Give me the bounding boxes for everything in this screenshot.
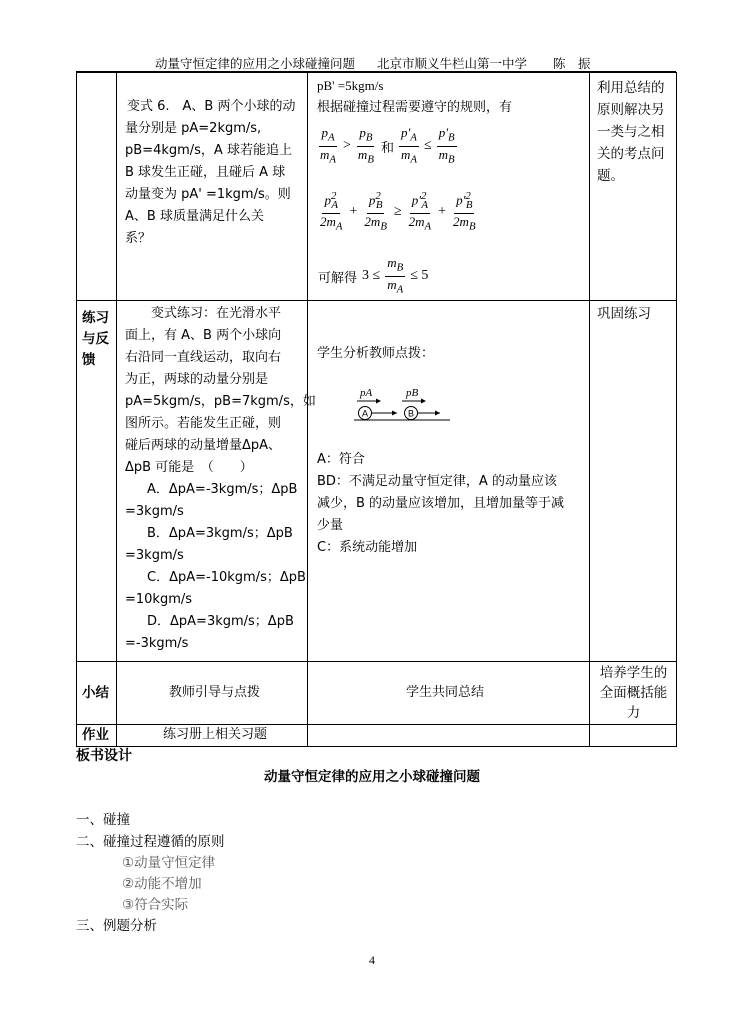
- problem-line: 量分别是 pA=2kgm/s,: [125, 121, 262, 136]
- label-pa: pA: [360, 387, 373, 399]
- principle-item: ②动能不增加: [122, 876, 202, 892]
- stage-label: 作业: [82, 727, 109, 743]
- principle-item: ①动量守恒定律: [122, 855, 216, 871]
- stage-label: 与反: [82, 331, 109, 347]
- fraction: $\frac{p'^2_B}{2m_B}$: [453, 190, 476, 233]
- board-heading: 板书设计: [76, 748, 132, 764]
- rule-statement: 根据碰撞过程需要遵守的规则，有: [317, 100, 513, 115]
- collision-diagram: [352, 387, 452, 427]
- problem-line: 系？: [125, 231, 152, 246]
- problem-line: 变式练习：在光滑水平: [151, 306, 282, 321]
- arrow-b-icon: [421, 399, 426, 404]
- option-c-cont: =10kgm/s: [125, 592, 193, 607]
- teacher-activity: 教师引导与点拨: [169, 685, 261, 700]
- problem-line: 动量变为 pA' =1kgm/s。则: [125, 187, 291, 202]
- problem-line: 碰后两球的动量增量ΔpA、: [125, 438, 282, 453]
- fraction: $\frac{p^2_B}{2m_B}$: [364, 190, 387, 233]
- fraction: $\frac{p'_A}{m_A}$: [400, 125, 417, 166]
- stage-cell: [77, 662, 117, 725]
- principle-item: ③符合实际: [122, 897, 189, 913]
- empty-cell: [590, 725, 677, 747]
- table-row: [77, 73, 677, 301]
- board-item: 三、例题分析: [76, 918, 157, 934]
- problem-line: ΔpB 可能是 （ ）: [125, 460, 253, 475]
- header-school: 北京市顺义牛栏山第一中学: [377, 56, 528, 71]
- solve-prefix: 可解得: [318, 270, 358, 286]
- analysis-intro: 学生分析教师点拨：: [317, 346, 435, 361]
- mass-ratio-result: 可解得 3 ≤ $\frac{m_B}{m_A}$ ≤ 5: [318, 255, 429, 296]
- header-author: 陈 振: [553, 56, 591, 71]
- velocity-inequality: $\frac{p_A}{m_A}$ > $\frac{p_B}{m_B}$ 和 $\frac{p'_A}{m_A}$ ≤ $\frac{p'_B}{m_B}$: [320, 125, 455, 166]
- teacher-cell: [117, 73, 308, 301]
- option-a-cont: =3kgm/s: [125, 504, 184, 519]
- fraction: $\frac{p_A}{m_A}$: [320, 125, 337, 166]
- arrow-icon: [435, 411, 440, 416]
- option-b-cont: =3kgm/s: [125, 548, 184, 563]
- ball-a-label: A: [361, 408, 369, 419]
- intent-line: 一类与之相: [597, 124, 665, 140]
- answer-c: C：系统动能增加: [317, 540, 418, 555]
- fraction: $\frac{p'^2_A}{2m_A}$: [408, 190, 432, 233]
- student-cell: [308, 662, 590, 725]
- lesson-table: [76, 72, 677, 747]
- process-cell: [308, 73, 590, 301]
- option-d: D．ΔpA=3kgm/s；ΔpB: [147, 614, 294, 629]
- process-cell: [308, 301, 590, 662]
- label-pb: pB: [406, 387, 419, 399]
- problem-line: 右沿同一直线运动，取向右: [125, 350, 282, 365]
- option-d-cont: =-3kgm/s: [125, 636, 189, 651]
- board-item: 一、碰撞: [76, 812, 130, 828]
- board-title: 动量守恒定律的应用之小球碰撞问题: [264, 769, 480, 785]
- answer-a: A：符合: [317, 452, 365, 467]
- table-row: [77, 725, 677, 747]
- fraction: $\frac{p_B}{m_B}$: [357, 125, 374, 166]
- intent-line: 全面概括能: [599, 685, 668, 701]
- intent-line: 利用总结的: [597, 80, 665, 96]
- intent-line: 培养学生的: [599, 665, 668, 681]
- intent-line: 原则解决另: [597, 102, 665, 118]
- and-word: 和: [380, 140, 394, 156]
- option-a: A．ΔpA=-3kgm/s；ΔpB: [147, 482, 298, 497]
- stage-cell-empty: [77, 73, 117, 301]
- answer-bd-line: 减少，B 的动量应该增加，且增加量等于减: [317, 496, 565, 511]
- intent-line: 关的考点问: [597, 146, 665, 162]
- intent-cell: [590, 301, 677, 662]
- teacher-cell: [117, 662, 308, 725]
- problem-line: 面上，有 A、B 两个小球向: [125, 328, 282, 343]
- stage-cell: [77, 725, 117, 747]
- teacher-cell: [117, 725, 308, 747]
- table-row: [77, 301, 677, 662]
- fraction: $\frac{p^2_A}{2m_A}$: [320, 190, 343, 233]
- stage-label: 练习: [82, 310, 109, 326]
- header-title: 动量守恒定律的应用之小球碰撞问题: [155, 56, 356, 71]
- empty-cell: [308, 725, 590, 747]
- stage-label: 馈: [82, 352, 96, 368]
- homework-text: 练习册上相关习题: [163, 727, 268, 742]
- table-row: [77, 662, 677, 725]
- fraction: $\frac{m_B}{m_A}$: [387, 255, 404, 296]
- stage-cell: [77, 301, 117, 662]
- fraction: $\frac{p'_B}{m_B}$: [438, 125, 455, 166]
- board-item: 二、碰撞过程遵循的原则: [76, 834, 225, 850]
- problem-line: pA=5kgm/s，pB=7kgm/s，如: [125, 394, 316, 409]
- problem-line: 变式 6. A、B 两个小球的动: [127, 99, 296, 114]
- option-c: C．ΔpA=-10kgm/s；ΔpB: [147, 570, 306, 585]
- answer-bd-line: 少量: [317, 518, 344, 533]
- arrow-icon: [392, 411, 397, 416]
- momentum-after-b: pB' =5kgm/s: [317, 78, 384, 93]
- problem-line: 为正，两球的动量分别是: [125, 372, 269, 387]
- student-activity: 学生共同总结: [406, 685, 485, 700]
- ball-b-label: B: [407, 408, 415, 419]
- intent-line: 力: [626, 705, 641, 721]
- teacher-cell: [117, 301, 316, 662]
- problem-line: A、B 球质量满足什么关: [125, 209, 264, 224]
- problem-line: 图所示。若能发生正碰，则: [125, 416, 282, 431]
- intent-line: 巩固练习: [597, 306, 651, 322]
- answer-bd-line: BD：不满足动量守恒定律，A 的动量应该: [317, 474, 557, 489]
- energy-inequality: $\frac{p^2_A}{2m_A}$ + $\frac{p^2_B}{2m_B}$ ≥ $\frac{p'^2_A}{2m_A}$ + $\frac{p'^2_B}{2m_B}$: [320, 190, 476, 233]
- stage-label: 小结: [82, 685, 109, 701]
- intent-line: 题。: [597, 168, 624, 184]
- intent-cell: [590, 662, 677, 725]
- problem-line: B 球发生正碰，且碰后 A 球: [125, 165, 286, 180]
- intent-cell: [590, 73, 677, 301]
- option-b: B．ΔpA=3kgm/s；ΔpB: [147, 526, 293, 541]
- page-number: 4: [369, 953, 375, 967]
- arrow-a-icon: [376, 399, 381, 404]
- problem-line: pB=4kgm/s，A 球若能追上: [125, 143, 292, 158]
